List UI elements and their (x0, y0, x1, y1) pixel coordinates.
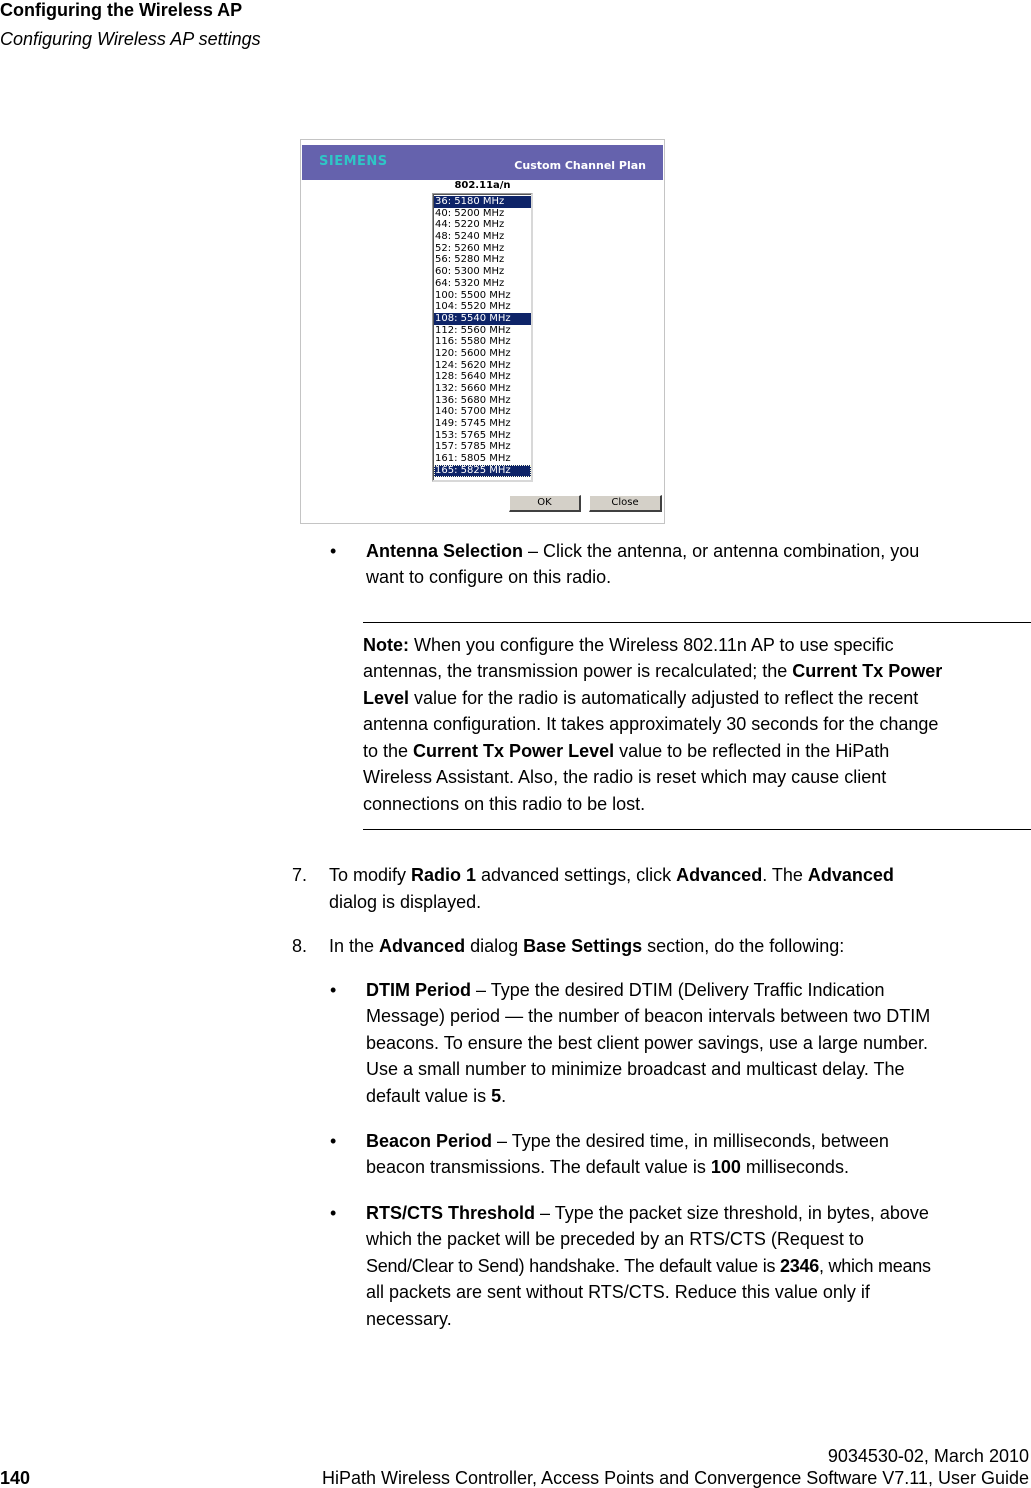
channel-option[interactable]: 64: 5320 MHz (435, 277, 505, 289)
term: Base Settings (523, 936, 643, 956)
note-top-rule (363, 622, 1031, 623)
term: Advanced (807, 865, 894, 885)
bullet-marker: • (330, 541, 337, 561)
channel-option[interactable]: 165: 5825 MHz (434, 465, 531, 477)
step7-line2: dialog is displayed. (329, 892, 482, 912)
dialog-banner (302, 145, 663, 180)
text: to the (363, 741, 414, 761)
text: value for the radio is automatically adjusted to reflect the recent (409, 688, 919, 708)
custom-channel-plan-figure (300, 139, 665, 524)
term-dtim-period: DTIM Period (366, 980, 472, 1000)
note-line1 (363, 632, 894, 659)
channel-option[interactable]: 44: 5220 MHz (435, 219, 505, 231)
channel-option[interactable]: 153: 5765 MHz (435, 429, 511, 441)
channel-option[interactable]: 60: 5300 MHz (435, 266, 505, 278)
dialog-title: Custom Channel Plan (514, 159, 646, 172)
beacon-line2 (366, 1154, 849, 1181)
term: Advanced (676, 865, 763, 885)
channel-option[interactable]: 116: 5580 MHz (435, 336, 511, 348)
text: advanced settings, click (476, 865, 677, 885)
term-beacon-period: Beacon Period (366, 1131, 493, 1151)
default-value: 2346 (779, 1256, 819, 1276)
channel-option[interactable]: 100: 5500 MHz (435, 289, 511, 301)
text: – Type the desired DTIM (Delivery Traffic Indication (471, 980, 885, 1000)
text: – Click the antenna, or antenna combination, you (523, 541, 920, 561)
channel-option[interactable]: 52: 5260 MHz (435, 242, 505, 254)
text: value to be reflected in the HiPath (614, 741, 890, 761)
footer-guide-title: HiPath Wireless Controller, Access Points and Convergence Software V7.11, User Guide (321, 1468, 1029, 1488)
note-line6: Wireless Assistant. Also, the radio is reset which may cause client (363, 767, 887, 787)
note-label: Note: (363, 635, 409, 655)
channel-option[interactable]: 108: 5540 MHz (434, 313, 531, 325)
note-bottom-rule (363, 829, 1031, 830)
dtim-line1 (366, 977, 885, 1004)
bullet-marker: • (330, 980, 337, 1000)
term: Current Tx Power Level (413, 741, 615, 761)
bullet-marker: • (330, 1203, 337, 1223)
channel-listbox[interactable] (432, 193, 533, 482)
dtim-line2: Message) period — the number of beacon intervals between two DTIM (366, 1006, 931, 1026)
dtim-line3: beacons. To ensure the best client power savings, use a large number. (366, 1033, 929, 1053)
rts-line4: all packets are sent without RTS/CTS. Reduce this value only if (366, 1282, 870, 1302)
bullet-marker: • (330, 1131, 337, 1151)
note-line4: antenna configuration. It takes approximately 30 seconds for the change (363, 714, 939, 734)
channel-option[interactable]: 48: 5240 MHz (435, 231, 505, 243)
step7-line1 (329, 862, 894, 889)
rts-line3 (366, 1253, 931, 1280)
text: milliseconds. (740, 1157, 849, 1177)
channel-option[interactable]: 124: 5620 MHz (435, 359, 511, 371)
channel-option[interactable]: 132: 5660 MHz (435, 383, 511, 394)
note-line5 (363, 738, 889, 765)
siemens-logo: SIEMENS (319, 154, 388, 169)
dtim-line4: Use a small number to minimize broadcast and multicast delay. The (366, 1059, 905, 1079)
term: Radio 1 (411, 865, 477, 885)
text: – Type the packet size threshold, in bytes, above (535, 1203, 929, 1223)
text: dialog (465, 936, 524, 956)
text: When you configure the Wireless 802.11n AP to use specific (409, 635, 894, 655)
text: . (501, 1086, 507, 1106)
rts-line2: which the packet will be preceded by an RTS/CTS (Request to (366, 1229, 864, 1249)
antenna-selection-line1 (366, 538, 919, 565)
close-button[interactable]: Close (589, 495, 662, 512)
text: antennas, the transmission power is recalculated; the (363, 661, 793, 681)
antenna-selection-line2: want to configure on this radio. (366, 567, 612, 587)
default-value: 5 (491, 1086, 502, 1106)
text: To modify (329, 865, 412, 885)
term-rts-cts-threshold: RTS/CTS Threshold (366, 1203, 536, 1223)
channel-option[interactable]: 128: 5640 MHz (435, 371, 511, 383)
dtim-line5 (366, 1083, 506, 1110)
term: Current Tx Power (792, 661, 943, 681)
text: beacon transmissions. The default value is (366, 1157, 711, 1177)
rts-line1 (366, 1200, 929, 1227)
channel-option[interactable]: 36: 5180 MHz (434, 196, 531, 208)
beacon-line1 (366, 1128, 889, 1155)
channel-option[interactable]: 140: 5700 MHz (435, 406, 511, 418)
text: default value is (366, 1086, 492, 1106)
ok-button[interactable]: OK (509, 495, 581, 512)
page-number: 140 (0, 1468, 31, 1488)
note-line7: connections on this radio to be lost. (363, 794, 646, 814)
text: , which means (819, 1256, 931, 1276)
text: Send/Clear to Send) handshake. The default value is (366, 1256, 780, 1276)
note-line2 (363, 658, 942, 685)
text: . The (762, 865, 808, 885)
default-value: 100 (710, 1157, 741, 1177)
channel-option[interactable]: 56: 5280 MHz (435, 254, 505, 266)
text: – Type the desired time, in milliseconds, between (492, 1131, 889, 1151)
channel-option[interactable]: 40: 5200 MHz (435, 207, 505, 219)
text: In the (329, 936, 380, 956)
text: section, do the following: (642, 936, 845, 956)
chapter-title: Configuring the Wireless AP (0, 0, 243, 20)
term: Level (363, 688, 410, 708)
rts-line5: necessary. (366, 1309, 452, 1329)
step-number: 7. (292, 865, 308, 885)
section-title: Configuring Wireless AP settings (0, 29, 261, 49)
note-line3 (363, 685, 918, 712)
channel-option[interactable]: 149: 5745 MHz (435, 418, 511, 430)
term-antenna-selection: Antenna Selection (366, 541, 524, 561)
channel-option[interactable]: 157: 5785 MHz (435, 441, 511, 453)
channel-option[interactable]: 120: 5600 MHz (435, 347, 511, 359)
channel-option[interactable]: 161: 5805 MHz (435, 453, 511, 465)
term: Advanced (379, 936, 466, 956)
channel-option[interactable]: 104: 5520 MHz (435, 301, 511, 313)
band-label: 802.11a/n (454, 180, 511, 191)
step-number: 8. (292, 936, 308, 956)
channel-option[interactable]: 136: 5680 MHz (435, 394, 511, 406)
step8-line1 (329, 933, 844, 960)
footer-doc-ref: 9034530-02, March 2010 (827, 1446, 1029, 1466)
channel-option[interactable]: 112: 5560 MHz (435, 324, 511, 336)
